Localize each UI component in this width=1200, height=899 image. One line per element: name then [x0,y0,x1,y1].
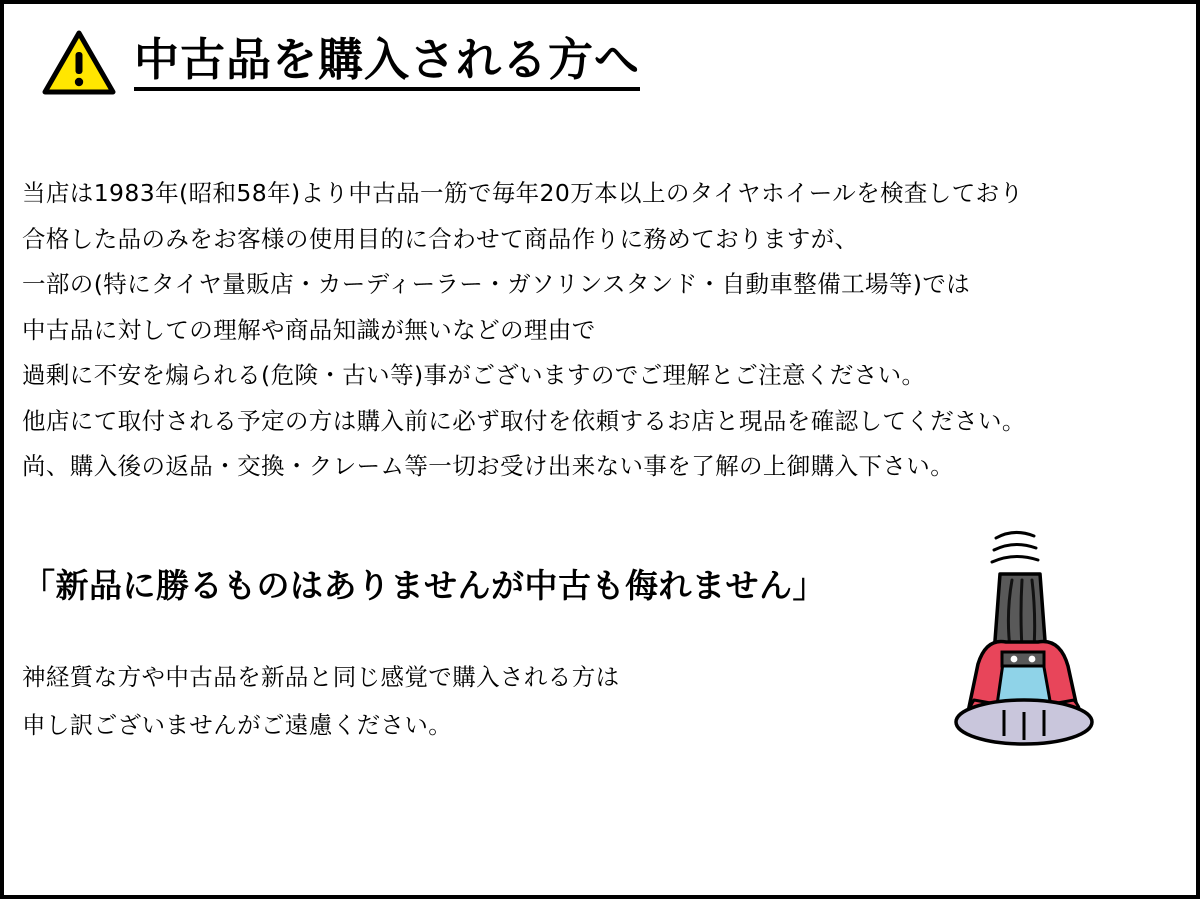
body-line: 中古品に対しての理解や商品知識が無いなどの理由で [22,315,596,344]
body-line: 一部の(特にタイヤ量販店・カーディーラー・ガソリンスタンド・自動車整備工場等)では [22,270,971,298]
body-line: 過剰に不安を煽られる(危険・古い等)事がございますのでご理解とご注意ください。 [22,361,926,389]
body-paragraphs [22,179,1162,501]
closing-line: 神経質な方や中古品を新品と同じ感覚で購入される方は [22,663,620,691]
bowing-person-with-tire-head-illustration [934,514,1124,749]
body-line: 当店は1983年(昭和58年)より中古品一筋で毎年20万本以上のタイヤホイールを検査しており [22,179,1024,207]
header [42,30,640,96]
body-line: 尚、購入後の返品・交換・クレーム等一切お受け出来ない事を了解の上御購入下さい。 [22,452,955,480]
body-line: 他店にて取付される予定の方は購入前に必ず取付を依頼するお店と現品を確認してください。 [22,406,1026,435]
warning-triangle-icon [42,30,116,96]
closing-line: 申し訳ございませんがご遠慮ください。 [22,710,453,739]
closing-paragraphs [22,663,922,761]
body-line: 合格した品のみをお客様の使用目的に合わせて商品作りに務めておりますが、 [22,224,859,253]
quote-text: 「新品に勝るものはありませんが中古も侮れません」 [22,566,826,605]
page-title: 中古品を購入される方へ [134,35,640,91]
